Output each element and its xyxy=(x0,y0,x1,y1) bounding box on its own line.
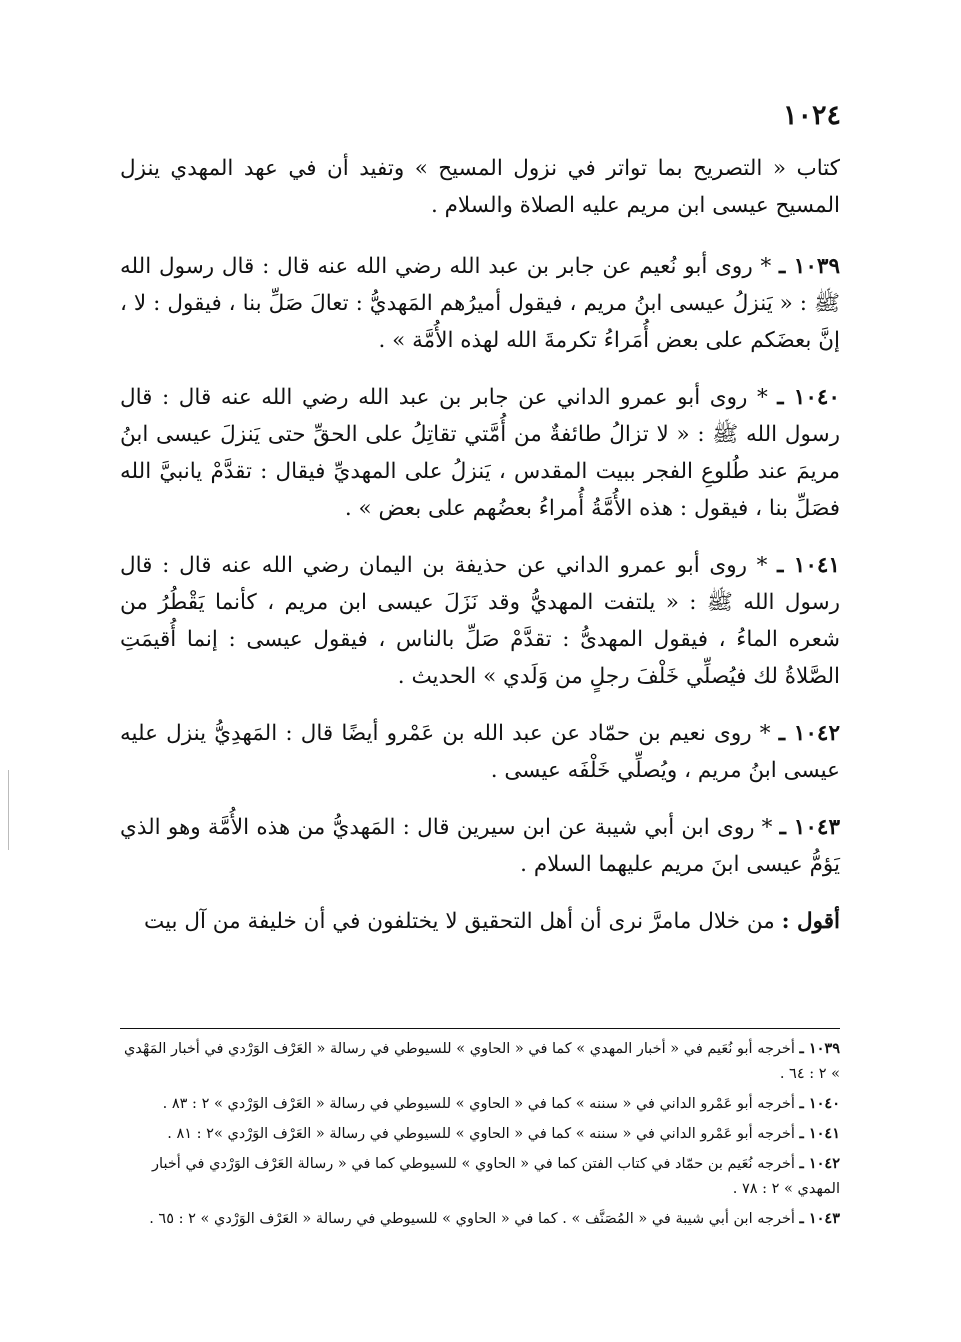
footnote-1043 xyxy=(120,1206,840,1232)
hadith-text: * روى ابن أبي شيبة عن ابن سيرين قال : المَهديُّ من هذه الأُمَّة وهو الذي يَؤمُّ عيسى ابنَ مريم عليهما السلام . xyxy=(120,815,840,877)
hadith-number: ١٠٤٠ ـ xyxy=(777,385,840,410)
hadith-text: * روى أبو عمرو الداني عن حذيفة بن اليمان رضي الله عنه قال : قال رسول الله ﷺ : « يلتفت المهديُّ وقد نَزَلَ عيسى ابن مريم ، كأنما يَقْطُرُ من شعره الماءُ ، فيقول المهدىُّ : تقدَّمْ صَلِّ بالناس ، فيقول عيسى : إنما أُقيمَتِ الصَّلاةُ لك فيُصلِّي خَلْفَ رجلٍ من وَلَدي » الحديث . xyxy=(120,553,840,689)
footnote-number: ١٠٣٩ ـ xyxy=(799,1040,840,1057)
hadith-number: ١٠٤٢ ـ xyxy=(778,721,840,746)
hadith-number: ١٠٣٩ ـ xyxy=(779,254,840,279)
hadith-text: * روى أبو نُعيم عن جابر بن عبد الله رضي الله عنه قال : قال رسول الله ﷺ : « يَنزلُ عيسى ابنُ مريم ، فيقول أميرُهم المَهديُّ : تعالَ صَلِّ بنا ، فيقول : لا ، إنَّ بعضَكم على بعض أُمَراءُ تكرمةَ الله لهذه الأُمَّة » . xyxy=(120,254,840,353)
hadith-number: ١٠٤٣ ـ xyxy=(779,815,840,840)
footnote-text: أخرجه ابن أبي شيبة في « المُصَنَّف » . كما في « الحاوي » للسيوطي في رسالة « العَرْف الوَرْدي » ٢ : ٦٥ . xyxy=(149,1211,795,1227)
footnote-1039 xyxy=(120,1036,840,1087)
footnotes xyxy=(120,1036,840,1236)
footnote-1040 xyxy=(120,1091,840,1117)
footnote-1041 xyxy=(120,1121,840,1147)
hadith-text: * روى أبو عمرو الداني عن جابر بن عبد الله رضي الله عنه قال : قال رسول الله ﷺ : « لا تزالُ طائفةٌ من أُمَّتي تقاتِلُ على الحقِّ حتى يَنزلَ عيسى ابنُ مريمَ عند طُلوعِ الفجر ببيت المقدس ، يَنزلُ على المهديِّ فيقال : تقدَّمْ يانبيَّ الله فصَلِّ بنا ، فيقول : هذه الأُمَّةُ أُمراءُ بعضُهم على بعض » . xyxy=(120,385,840,521)
footnote-number: ١٠٤٠ ـ xyxy=(799,1095,840,1112)
hadith-1041 xyxy=(120,547,840,695)
hadith-number: ١٠٤١ ـ xyxy=(777,553,840,578)
closing-lead: أقول : xyxy=(781,909,840,934)
hadith-1043 xyxy=(120,809,840,883)
main-text xyxy=(120,150,840,940)
footnote-text: أخرجه أبو عَمْرو الداني في « سننه » كما في « الحاوي » للسيوطي في رسالة « العَرْف الوَرْدي » ٢ : ٨٣ . xyxy=(162,1096,795,1112)
intro-paragraph: كتاب « التصريح بما تواتر في نزول المسيح » وتفيد أن في عهد المهدي ينزل المسيح عيسى ابن مريم عليه الصلاة والسلام . xyxy=(120,156,840,218)
page-number: ١٠٢٤ xyxy=(782,100,841,131)
hadith-1042 xyxy=(120,715,840,789)
footnote-number: ١٠٤٣ ـ xyxy=(799,1210,840,1227)
footnote-text: أخرجه أبو نُعَيم في « أخبار المهدي » كما في « الحاوي » للسيوطي في رسالة « العَرْف الوَرْدي في أخبار المَهْدي » ٢ : ٦٤ . xyxy=(123,1041,840,1082)
footnote-1042 xyxy=(120,1151,840,1202)
footnote-text: أخرجه أبو عَمْرو الداني في « سننه » كما في « الحاوي » للسيوطي في رسالة « العَرْف الوَرْدي »٢ : ٨١ . xyxy=(167,1126,795,1142)
hadith-1039 xyxy=(120,248,840,359)
hadith-1040 xyxy=(120,379,840,527)
hadith-text: * روى نعيم بن حمّاد عن عبد الله بن عَمْرو أيضًا قال : المَهدِيُّ ينزل عليه عيسى ابنُ مريم ، ويُصلِّي خَلْفَه عيسى . xyxy=(120,721,840,783)
scan-margin-mark xyxy=(8,770,9,850)
footnote-number: ١٠٤٢ ـ xyxy=(799,1155,840,1172)
footnote-number: ١٠٤١ ـ xyxy=(799,1125,840,1142)
footnote-text: أخرجه نُعَيم بن حمّاد في كتاب الفتن كما في « الحاوي » للسيوطي كما في « رسالة العَرْف الوَرْدي في أخبار المهدي » ٢ : ٧٨ . xyxy=(152,1156,840,1197)
closing-paragraph xyxy=(120,903,840,940)
footnote-divider xyxy=(120,1028,840,1029)
closing-text: من خلال مامرَّ نرى أن أهل التحقيق لا يختلفون في أن خليفة من آل بيت xyxy=(143,909,775,934)
